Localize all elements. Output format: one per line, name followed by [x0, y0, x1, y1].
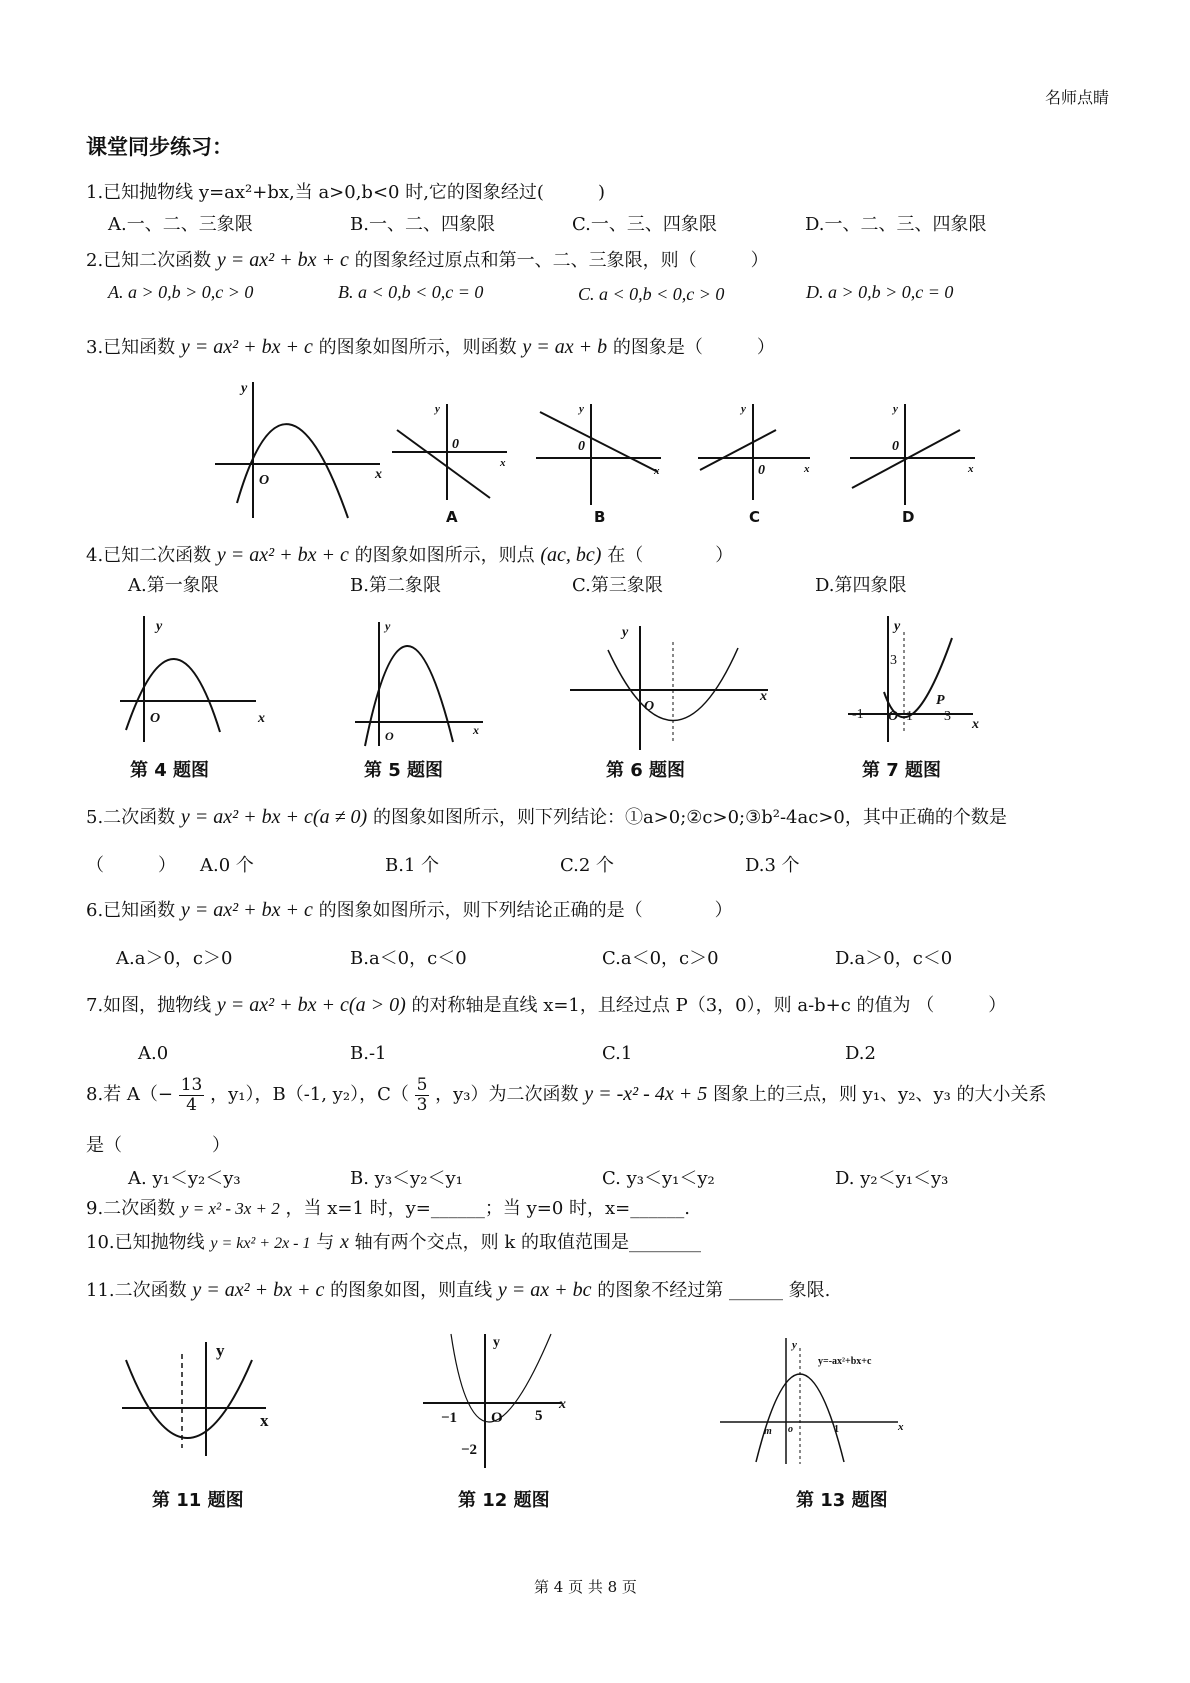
parabola-curve — [126, 659, 220, 732]
q8-part-2: ，y₁），B（-1, y₂），C（ — [210, 1084, 409, 1106]
q6-equation: y = ax² + bx + c — [180, 899, 313, 921]
page-footer: 第 4 页 共 8 页 — [534, 1578, 637, 1596]
y-axis-label: y — [241, 381, 248, 396]
fig7-tick-1: 1 — [906, 709, 913, 724]
y-axis-label: y — [622, 625, 629, 640]
y-axis-label: y — [493, 1335, 500, 1350]
q11-stem-c: 的图象不经过第 — [597, 1280, 724, 1301]
q1-option-c: C.一、三、四象限 — [572, 214, 717, 235]
q6-option-a: A.a＞0，c＞0 — [116, 948, 233, 969]
fraction-denominator: 3 — [416, 1094, 428, 1115]
q11-stem-a: 11.二次函数 — [86, 1280, 187, 1301]
q3-stem — [86, 335, 775, 359]
fig12-caption: 第 12 题图 — [458, 1490, 550, 1511]
q1-option-d: D.一、二、三、四象限 — [805, 214, 987, 235]
q3-option-d-figure — [850, 400, 980, 510]
q7-option-d: D.2 — [845, 1043, 876, 1064]
x-axis-label: x — [258, 711, 265, 726]
q2-stem-a: 2.已知二次函数 — [86, 250, 212, 271]
q7-stem — [86, 993, 1006, 1017]
q6-stem-b: 的图象如图所示，则下列结论正确的是（ ） — [318, 900, 733, 921]
q11-equation-2: y = ax + bc — [497, 1279, 592, 1301]
fig13-tick-1: 1 — [834, 1424, 839, 1435]
q3-option-c-figure — [698, 400, 818, 510]
q9-stem-a: 9.二次函数 — [86, 1198, 176, 1219]
origin-label: 0 — [452, 437, 459, 452]
fig13-m-label: m — [764, 1426, 772, 1437]
x-axis-label: x — [760, 689, 767, 704]
origin-label: o — [788, 1424, 793, 1435]
q2-option-c: C. a < 0,b < 0,c > 0 — [578, 284, 725, 304]
origin-label: O — [259, 473, 270, 488]
y-axis-label: y — [385, 619, 391, 633]
q4-stem — [86, 543, 733, 567]
q5-stem-b: 的图象如图所示，则下列结论：①a>0;②c>0;③b²-4ac>0，其中正确的个数是 — [372, 807, 1007, 828]
y-axis-label: y — [156, 619, 163, 634]
q2-stem — [86, 248, 769, 272]
q11-stem-b: 的图象如图，则直线 — [330, 1280, 493, 1301]
q9-equation: y = x² - 3x + 2 — [180, 1199, 280, 1218]
q3-fig-label-a: A — [446, 508, 458, 526]
fig4-figure — [120, 612, 270, 742]
q6-option-b: B.a＜0，c＜0 — [350, 948, 467, 969]
q6-stem-a: 6.已知函数 — [86, 900, 176, 921]
q2-option-a: A. a > 0,b > 0,c > 0 — [108, 282, 254, 302]
q11-stem-d: 象限. — [788, 1280, 831, 1301]
origin-label: O — [150, 711, 161, 726]
q4-option-b: B.第二象限 — [350, 575, 441, 596]
q5-paren: （ ） — [86, 855, 176, 876]
fraction-denominator: 4 — [186, 1094, 197, 1115]
x-axis-label: x — [972, 717, 979, 732]
x-axis-label: x — [898, 1421, 904, 1433]
q6-stem — [86, 898, 733, 922]
q7-option-b: B.-1 — [350, 1043, 387, 1064]
fig7-tick-minus1: -1 — [852, 707, 864, 722]
fig12-tick-minus2: −2 — [461, 1442, 478, 1458]
x-axis-label: x — [260, 1411, 269, 1430]
q10-stem-b: 与 — [316, 1232, 335, 1253]
q2-stem-b: 的图象经过原点和第一、二、三象限，则（ ） — [354, 250, 769, 271]
q6-option-d: D.a＞0，c＜0 — [835, 948, 953, 969]
origin-label: O — [491, 1410, 503, 1426]
q3-fig-label-b: B — [594, 508, 606, 526]
q5-option-a: A.0 个 — [200, 855, 254, 876]
q7-stem-a: 7.如图，抛物线 — [86, 995, 212, 1016]
q1-option-a: A.一、二、三象限 — [108, 214, 253, 235]
fig5-figure — [355, 618, 495, 748]
x-axis-label: x — [559, 1397, 566, 1412]
q8-stem-line-2: 是（ ） — [86, 1135, 230, 1156]
fig5-caption: 第 5 题图 — [364, 760, 444, 781]
fig12-tick-5: 5 — [535, 1408, 543, 1424]
q1-option-b: B.一、二、四象限 — [350, 214, 495, 235]
q6-option-c: C.a＜0，c＞0 — [602, 948, 719, 969]
q2-equation: y = ax² + bx + c — [216, 249, 349, 271]
fraction-numerator: 13 — [180, 1075, 203, 1095]
q10-stem-a: 10.已知抛物线 — [86, 1232, 205, 1253]
q4-point: (ac, bc) — [540, 544, 602, 566]
parabola-curve — [756, 1374, 844, 1462]
parabola-curve — [126, 1360, 252, 1438]
y-axis-label: y — [894, 619, 901, 634]
fig4-caption: 第 4 题图 — [130, 760, 210, 781]
q3-stem-c: 的图象是（ ） — [612, 337, 775, 358]
q9-stem-b: ，当 x=1 时，y=______；当 y=0 时，x=______. — [285, 1198, 690, 1219]
y-axis-label: y — [435, 403, 440, 415]
fig11-figure — [118, 1338, 278, 1458]
q7-option-c: C.1 — [602, 1043, 633, 1064]
point-p-label: P — [936, 693, 945, 708]
y-axis-label: y — [216, 1341, 225, 1360]
origin-label: O — [888, 709, 899, 724]
q10-stem — [86, 1230, 701, 1254]
q7-stem-b: 的对称轴是直线 x=1，且经过点 P（3，0），则 a-b+c 的值为 （ ） — [411, 995, 1007, 1016]
q8-option-a: A. y₁＜y₂＜y₃ — [128, 1168, 241, 1189]
q5-option-d: D.3 个 — [745, 855, 800, 876]
q10-equation: y = kx² + 2x - 1 — [210, 1235, 311, 1252]
fig7-figure — [848, 612, 988, 747]
q4-option-c: C.第三象限 — [572, 575, 663, 596]
y-axis-label: y — [741, 403, 746, 415]
x-axis-label: x — [654, 465, 660, 477]
q2-option-d: D. a > 0,b > 0,c = 0 — [806, 282, 954, 302]
q5-stem — [86, 805, 1007, 829]
q8-fraction-5-3 — [415, 1076, 430, 1114]
q8-option-c: C. y₃＜y₁＜y₂ — [602, 1168, 715, 1189]
line-graph — [397, 430, 490, 498]
origin-label: O — [385, 729, 394, 743]
q3-fig-label-c: C — [749, 508, 761, 526]
q8-option-d: D. y₂＜y₁＜y₃ — [835, 1168, 949, 1189]
q5-stem-a: 5.二次函数 — [86, 807, 176, 828]
page-title: 课堂同步练习： — [86, 135, 233, 159]
fig12-figure — [423, 1330, 583, 1470]
q3-stem-a: 3.已知函数 — [86, 337, 176, 358]
q5-option-c: C.2 个 — [560, 855, 615, 876]
header-label: 名师点睛 — [1045, 88, 1110, 107]
q3-option-a-figure — [392, 400, 512, 510]
q8-part-4: 图象上的三点，则 y₁、y₂、y₃ 的大小关系 — [712, 1084, 1047, 1106]
fig13-caption: 第 13 题图 — [796, 1490, 888, 1511]
q1-stem: 1.已知抛物线 y=ax²+bx,当 a>0,b<0 时,它的图象经过( ) — [86, 182, 605, 203]
q4-stem-b: 的图象如图所示，则点 — [354, 545, 535, 566]
y-axis-label: y — [893, 403, 898, 415]
x-axis-label: x — [375, 467, 382, 482]
q4-stem-c: 在（ ） — [607, 545, 734, 566]
fig11-caption: 第 11 题图 — [152, 1490, 244, 1511]
q3-stem-b: 的图象如图所示，则函数 — [318, 337, 517, 358]
origin-label: 0 — [758, 463, 765, 478]
origin-label: O — [644, 699, 655, 714]
q10-x: x — [339, 1231, 349, 1253]
q8-equation: y = -x² - 4x + 5 — [584, 1083, 708, 1106]
fig6-caption: 第 6 题图 — [606, 760, 686, 781]
q3-equation-2: y = ax + b — [522, 336, 608, 358]
q5-equation: y = ax² + bx + c(a ≠ 0) — [180, 806, 368, 828]
fig7-tick-3: 3 — [890, 653, 897, 668]
line-graph — [540, 412, 658, 472]
fig7-caption: 第 7 题图 — [862, 760, 942, 781]
q3-parabola-figure — [215, 378, 390, 523]
q8-stem — [86, 1076, 1047, 1114]
q7-option-a: A.0 — [138, 1043, 169, 1064]
fraction-numerator: 5 — [416, 1075, 428, 1095]
q4-option-a: A.第一象限 — [128, 575, 219, 596]
q3-option-b-figure — [536, 400, 666, 510]
fig7-tick-3-x: 3 — [944, 709, 951, 724]
q8-part-1: 8.若 A（− — [86, 1084, 173, 1106]
x-axis-label: x — [804, 463, 810, 475]
origin-label: 0 — [892, 439, 899, 454]
origin-label: 0 — [578, 439, 585, 454]
q4-stem-a: 4.已知二次函数 — [86, 545, 212, 566]
q4-equation: y = ax² + bx + c — [216, 544, 349, 566]
x-axis-label: x — [500, 457, 506, 469]
x-axis-label: x — [968, 463, 974, 475]
q4-option-d: D.第四象限 — [815, 575, 907, 596]
q11-equation-1: y = ax² + bx + c — [192, 1279, 325, 1301]
q7-equation: y = ax² + bx + c(a > 0) — [216, 994, 406, 1016]
q9-stem — [86, 1198, 690, 1220]
q10-stem-c: 轴有两个交点，则 k 的取值范围是________ — [354, 1232, 701, 1253]
q11-blank: ______ — [728, 1280, 783, 1301]
q2-option-b: B. a < 0,b < 0,c = 0 — [338, 282, 484, 302]
q3-equation-1: y = ax² + bx + c — [180, 336, 313, 358]
fig6-figure — [570, 622, 780, 752]
y-axis-label: y — [792, 1339, 797, 1351]
q11-stem — [86, 1278, 830, 1302]
q8-part-3: ，y₃）为二次函数 — [435, 1084, 579, 1106]
fig13-equation-label: y=-ax²+bx+c — [818, 1356, 872, 1367]
q5-option-b: B.1 个 — [385, 855, 440, 876]
q8-option-b: B. y₃＜y₂＜y₁ — [350, 1168, 463, 1189]
y-axis-label: y — [579, 403, 584, 415]
fig12-tick-minus1: −1 — [441, 1410, 458, 1426]
fig13-figure — [718, 1336, 918, 1466]
q3-fig-label-d: D — [902, 508, 915, 526]
q8-fraction-13-4 — [179, 1076, 205, 1114]
x-axis-label: x — [473, 723, 479, 737]
